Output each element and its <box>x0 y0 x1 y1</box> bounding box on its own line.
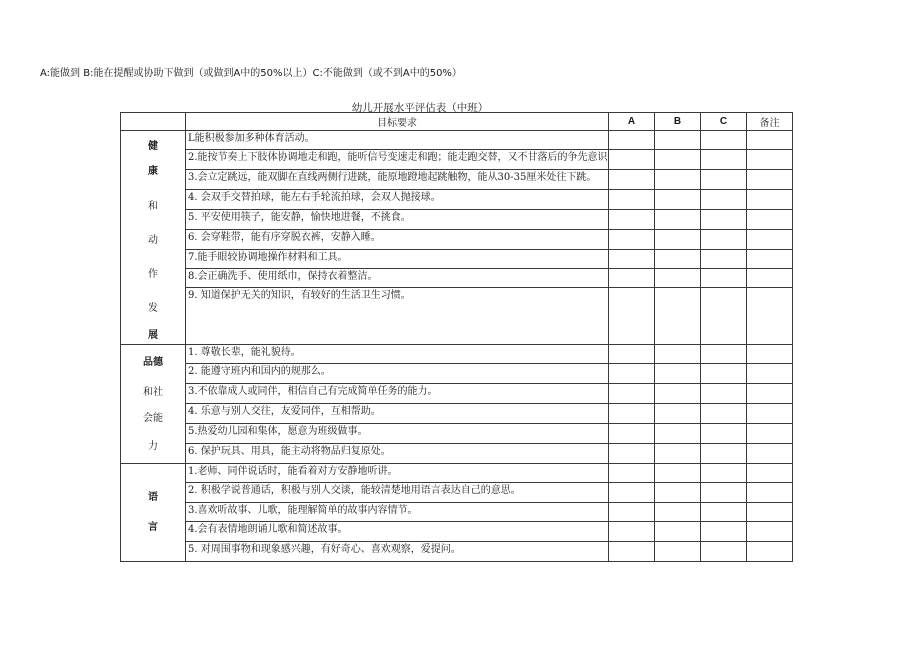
goal-header: 目标要求 <box>186 113 609 131</box>
grade-c-cell[interactable] <box>701 150 747 170</box>
category-label: 语 <box>148 492 158 503</box>
category-label: 品德 <box>143 357 163 368</box>
grade-c-cell[interactable] <box>701 250 747 269</box>
table-row <box>121 522 793 542</box>
grade-c-cell[interactable] <box>701 210 747 230</box>
note-cell[interactable] <box>747 131 793 150</box>
grade-a-cell[interactable] <box>609 230 655 250</box>
goal-item: 4. 乐意与别人交往，友爱同伴，互相帮助。 <box>186 404 609 424</box>
note-cell[interactable] <box>747 444 793 464</box>
grade-a-cell[interactable] <box>609 150 655 170</box>
note-cell[interactable] <box>747 542 793 562</box>
grade-c-header: C <box>701 113 747 131</box>
category-label: 动 <box>148 235 158 246</box>
note-cell[interactable] <box>747 364 793 384</box>
note-cell[interactable] <box>747 503 793 522</box>
category-label: 作 <box>148 269 158 280</box>
grading-legend: A:能做到 B:能在提醒或协助下做到（或做到A中的50%以上）C:不能做到（或不到A中的50%） <box>40 68 462 79</box>
category-cell <box>121 464 186 562</box>
grade-a-cell[interactable] <box>609 131 655 150</box>
category-label: 康 <box>148 166 158 177</box>
grade-c-cell[interactable] <box>701 444 747 464</box>
grade-b-cell[interactable] <box>655 522 701 542</box>
table-row <box>121 542 793 562</box>
grade-a-cell[interactable] <box>609 542 655 562</box>
goal-item: L能积极参加多种体育活动。 <box>186 131 609 150</box>
grade-b-cell[interactable] <box>655 464 701 483</box>
table-row <box>121 384 793 404</box>
category-label: 力 <box>148 441 158 452</box>
goal-item: 1.老师、同伴说话时，能看着对方安静地听讲。 <box>186 464 609 483</box>
note-cell[interactable] <box>747 404 793 424</box>
table-title: 幼儿开展水平评估表（中班） <box>351 102 489 114</box>
grade-a-cell[interactable] <box>609 444 655 464</box>
category-label: 健 <box>148 141 158 152</box>
table-row <box>121 364 793 384</box>
goal-item: 6. 保护玩具、用具，能主动将物品归复原处。 <box>186 444 609 464</box>
grade-b-cell[interactable] <box>655 483 701 503</box>
grade-b-cell[interactable] <box>655 444 701 464</box>
header-row <box>121 113 793 131</box>
grade-c-cell[interactable] <box>701 483 747 503</box>
grade-c-cell[interactable] <box>701 364 747 384</box>
assessment-table <box>120 112 793 562</box>
grade-b-header: B <box>655 113 701 131</box>
grade-c-cell[interactable] <box>701 230 747 250</box>
grade-c-cell[interactable] <box>701 464 747 483</box>
note-cell[interactable] <box>747 288 793 345</box>
goal-item: 8.会正确洗手、使用纸巾，保持衣着整洁。 <box>186 269 609 288</box>
note-cell[interactable] <box>747 170 793 190</box>
grade-b-cell[interactable] <box>655 503 701 522</box>
table-row <box>121 170 793 190</box>
grade-c-cell[interactable] <box>701 345 747 364</box>
category-cell <box>121 345 186 464</box>
grade-a-cell[interactable] <box>609 288 655 345</box>
table-row <box>121 190 793 210</box>
table-row <box>121 404 793 424</box>
goal-item: 5.热爱幼儿园和集体，愿意为班级做事。 <box>186 424 609 444</box>
goal-item: 2. 积极学说普通话，积极与别人交谈，能较清楚地用语言表达自己的意思。 <box>186 483 609 503</box>
grade-a-cell[interactable] <box>609 464 655 483</box>
table-row <box>121 150 793 170</box>
table-row <box>121 288 793 345</box>
note-cell[interactable] <box>747 250 793 269</box>
goal-item: 3.会立定跳远，能双脚在直线两侧行进跳，能原地蹬地起跳触物，能从30-35厘米处往下跳。 <box>186 170 609 190</box>
grade-c-cell[interactable] <box>701 131 747 150</box>
grade-b-cell[interactable] <box>655 269 701 288</box>
grade-c-cell[interactable] <box>701 190 747 210</box>
grade-a-cell[interactable] <box>609 483 655 503</box>
table-row <box>121 444 793 464</box>
grade-c-cell[interactable] <box>701 170 747 190</box>
grade-c-cell[interactable] <box>701 542 747 562</box>
grade-a-cell[interactable] <box>609 364 655 384</box>
goal-item: 9. 知道保护无关的知识，有较好的生活卫生习惯。 <box>186 288 609 345</box>
grade-b-cell[interactable] <box>655 170 701 190</box>
grade-a-cell[interactable] <box>609 503 655 522</box>
note-cell[interactable] <box>747 483 793 503</box>
note-cell[interactable] <box>747 269 793 288</box>
goal-item: 5. 平安使用筷子，能安静，愉快地进餐，不挑食。 <box>186 210 609 230</box>
note-cell[interactable] <box>747 210 793 230</box>
grade-b-cell[interactable] <box>655 404 701 424</box>
table-row <box>121 131 793 150</box>
grade-a-cell[interactable] <box>609 250 655 269</box>
grade-b-cell[interactable] <box>655 131 701 150</box>
goal-item: 4. 会双手交替拍球，能左右手轮流拍球，会双人抛接球。 <box>186 190 609 210</box>
grade-a-cell[interactable] <box>609 210 655 230</box>
grade-b-cell[interactable] <box>655 542 701 562</box>
note-cell[interactable] <box>747 384 793 404</box>
grade-b-cell[interactable] <box>655 424 701 444</box>
category-cell <box>121 131 186 345</box>
grade-a-cell[interactable] <box>609 404 655 424</box>
grade-b-cell[interactable] <box>655 190 701 210</box>
note-cell[interactable] <box>747 230 793 250</box>
grade-a-cell[interactable] <box>609 190 655 210</box>
table-row <box>121 269 793 288</box>
grade-c-cell[interactable] <box>701 522 747 542</box>
table-row <box>121 250 793 269</box>
goal-item: 7.能手眼较协调地操作材料和工具。 <box>186 250 609 269</box>
grade-b-cell[interactable] <box>655 345 701 364</box>
note-cell[interactable] <box>747 345 793 364</box>
goal-item: 4.会有表情地朗诵儿歌和简述故事。 <box>186 522 609 542</box>
grade-a-cell[interactable] <box>609 424 655 444</box>
goal-item: 6. 会穿鞋带，能有序穿脱衣裤，安静入睡。 <box>186 230 609 250</box>
table-row <box>121 345 793 364</box>
grade-c-cell[interactable] <box>701 269 747 288</box>
note-cell[interactable] <box>747 464 793 483</box>
note-cell[interactable] <box>747 522 793 542</box>
grade-b-cell[interactable] <box>655 384 701 404</box>
category-label: 和社 <box>143 387 163 398</box>
grade-b-cell[interactable] <box>655 150 701 170</box>
category-label: 发 <box>148 303 158 314</box>
category-label: 言 <box>148 522 158 533</box>
table-row <box>121 464 793 483</box>
grade-b-cell[interactable] <box>655 288 701 345</box>
grade-b-cell[interactable] <box>655 250 701 269</box>
grade-a-cell[interactable] <box>609 345 655 364</box>
note-cell[interactable] <box>747 150 793 170</box>
category-label: 和 <box>148 201 158 212</box>
grade-a-cell[interactable] <box>609 384 655 404</box>
grade-c-cell[interactable] <box>701 503 747 522</box>
grade-c-cell[interactable] <box>701 384 747 404</box>
category-label: 展 <box>148 330 158 341</box>
grade-c-cell[interactable] <box>701 404 747 424</box>
grade-c-cell[interactable] <box>701 424 747 444</box>
grade-a-cell[interactable] <box>609 522 655 542</box>
goal-item: 2. 能遵守班内和国内的规那么。 <box>186 364 609 384</box>
goal-item: 3.喜欢听故事、儿歌，能理解简单的故事内容情节。 <box>186 503 609 522</box>
note-header: 备注 <box>747 113 793 131</box>
grade-b-cell[interactable] <box>655 230 701 250</box>
goal-item: 3.不依靠成人或同伴，相信自己有完成简单任务的能力。 <box>186 384 609 404</box>
table-row <box>121 424 793 444</box>
grade-a-cell[interactable] <box>609 170 655 190</box>
table-row <box>121 210 793 230</box>
table-row <box>121 503 793 522</box>
category-header <box>121 113 186 131</box>
grade-b-cell[interactable] <box>655 364 701 384</box>
goal-item: 2.能按节奏上下肢体协调地走和跑，能听信号变速走和跑；能走跑交替，又不甘落后的争先意识 <box>186 150 609 170</box>
table-row <box>121 483 793 503</box>
goal-item: 5. 对周围事物和现象感兴趣，有好奇心、喜欢观察，爱提问。 <box>186 542 609 562</box>
note-cell[interactable] <box>747 190 793 210</box>
grade-b-cell[interactable] <box>655 210 701 230</box>
grade-c-cell[interactable] <box>701 288 747 345</box>
goal-item: 1. 尊敬长辈，能礼貌待。 <box>186 345 609 364</box>
table-row <box>121 230 793 250</box>
grade-a-header: A <box>609 113 655 131</box>
category-label: 会能 <box>143 413 163 424</box>
note-cell[interactable] <box>747 424 793 444</box>
grade-a-cell[interactable] <box>609 269 655 288</box>
